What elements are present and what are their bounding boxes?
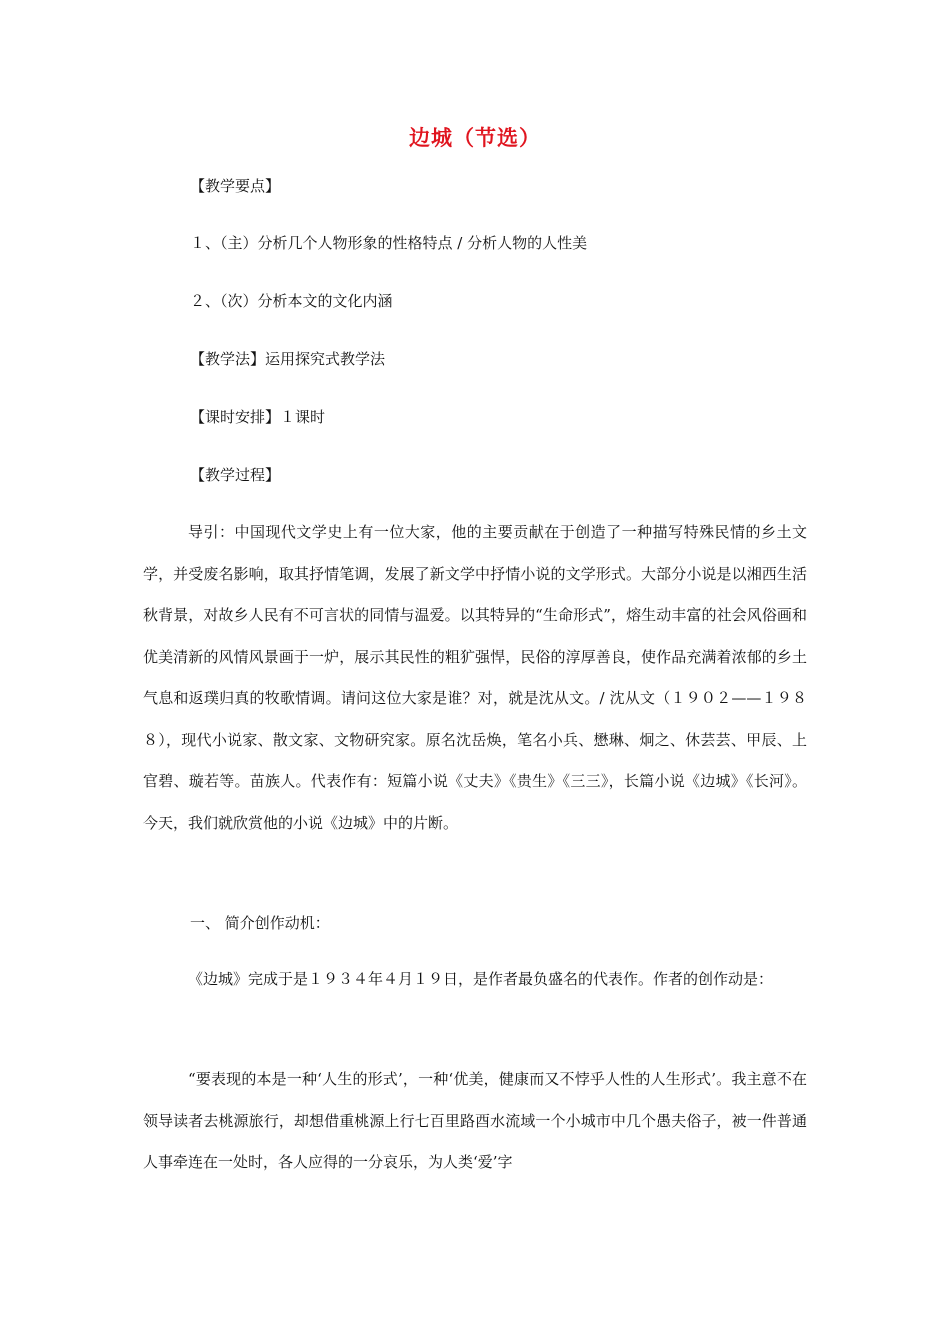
class-schedule: 【课时安排】１课时 — [190, 408, 326, 426]
page-title: 边城（节选） — [409, 126, 541, 150]
teaching-method: 【教学法】运用探究式教学法 — [190, 350, 386, 368]
quote-paragraph: “要表现的本是一种‘人生的形式’，一种‘优美，健康而又不悖乎人性的人生形式’。我主意不在领导读者去桃源旅行，却想借重桃源上行七百里路酉水流域一个小城市中几个愚夫俗子，被一件普通人事牵连在一处时，各人应得的一分哀乐，为人类‘爱’字 — [143, 1070, 807, 1171]
section-one-heading: 一、 简介创作动机： — [190, 914, 330, 932]
teaching-point-2: ２、（次）分析本文的文化内涵 — [190, 292, 393, 310]
intro-paragraph: 导引：中国现代文学史上有一位大家，他的主要贡献在于创造了一种描写特殊民情的乡土文学，并受废名影响，取其抒情笔调，发展了新文学中抒情小说的文学形式。大部分小说是以湘西生活秋背景，对故乡人民有不可言状的同情与温爱。以其特异的“生命形式”，熔生动丰富的社会风俗画和优美清新的风情风景画于一炉，展示其民性的粗犷强悍，民俗的淳厚善良，使作品充满着浓郁的乡土气息和返璞归真的牧歌情调。请问这位大家是谁？对，就是沈从文。/ 沈从文（１９０２——１９８８），现代小说家、散文家、文物研究家。原名沈岳焕，笔名小兵、懋琳、炯之、休芸芸、甲辰、上官碧、璇若等。苗族人。代表作有：短篇小说《丈夫》《贵生》《三三》，长篇小说《边城》《长河》。今天，我们就欣赏他的小说《边城》中的片断。 — [143, 523, 807, 832]
teaching-point-1: １、（主）分析几个人物形象的性格特点 / 分析人物的人性美 — [190, 234, 588, 252]
motivation-paragraph: 《边城》完成于是１９３４年４月１９日，是作者最负盛名的代表作。作者的创作动是： — [188, 970, 774, 988]
key-points-heading: 【教学要点】 — [190, 177, 281, 195]
process-heading: 【教学过程】 — [190, 466, 281, 484]
